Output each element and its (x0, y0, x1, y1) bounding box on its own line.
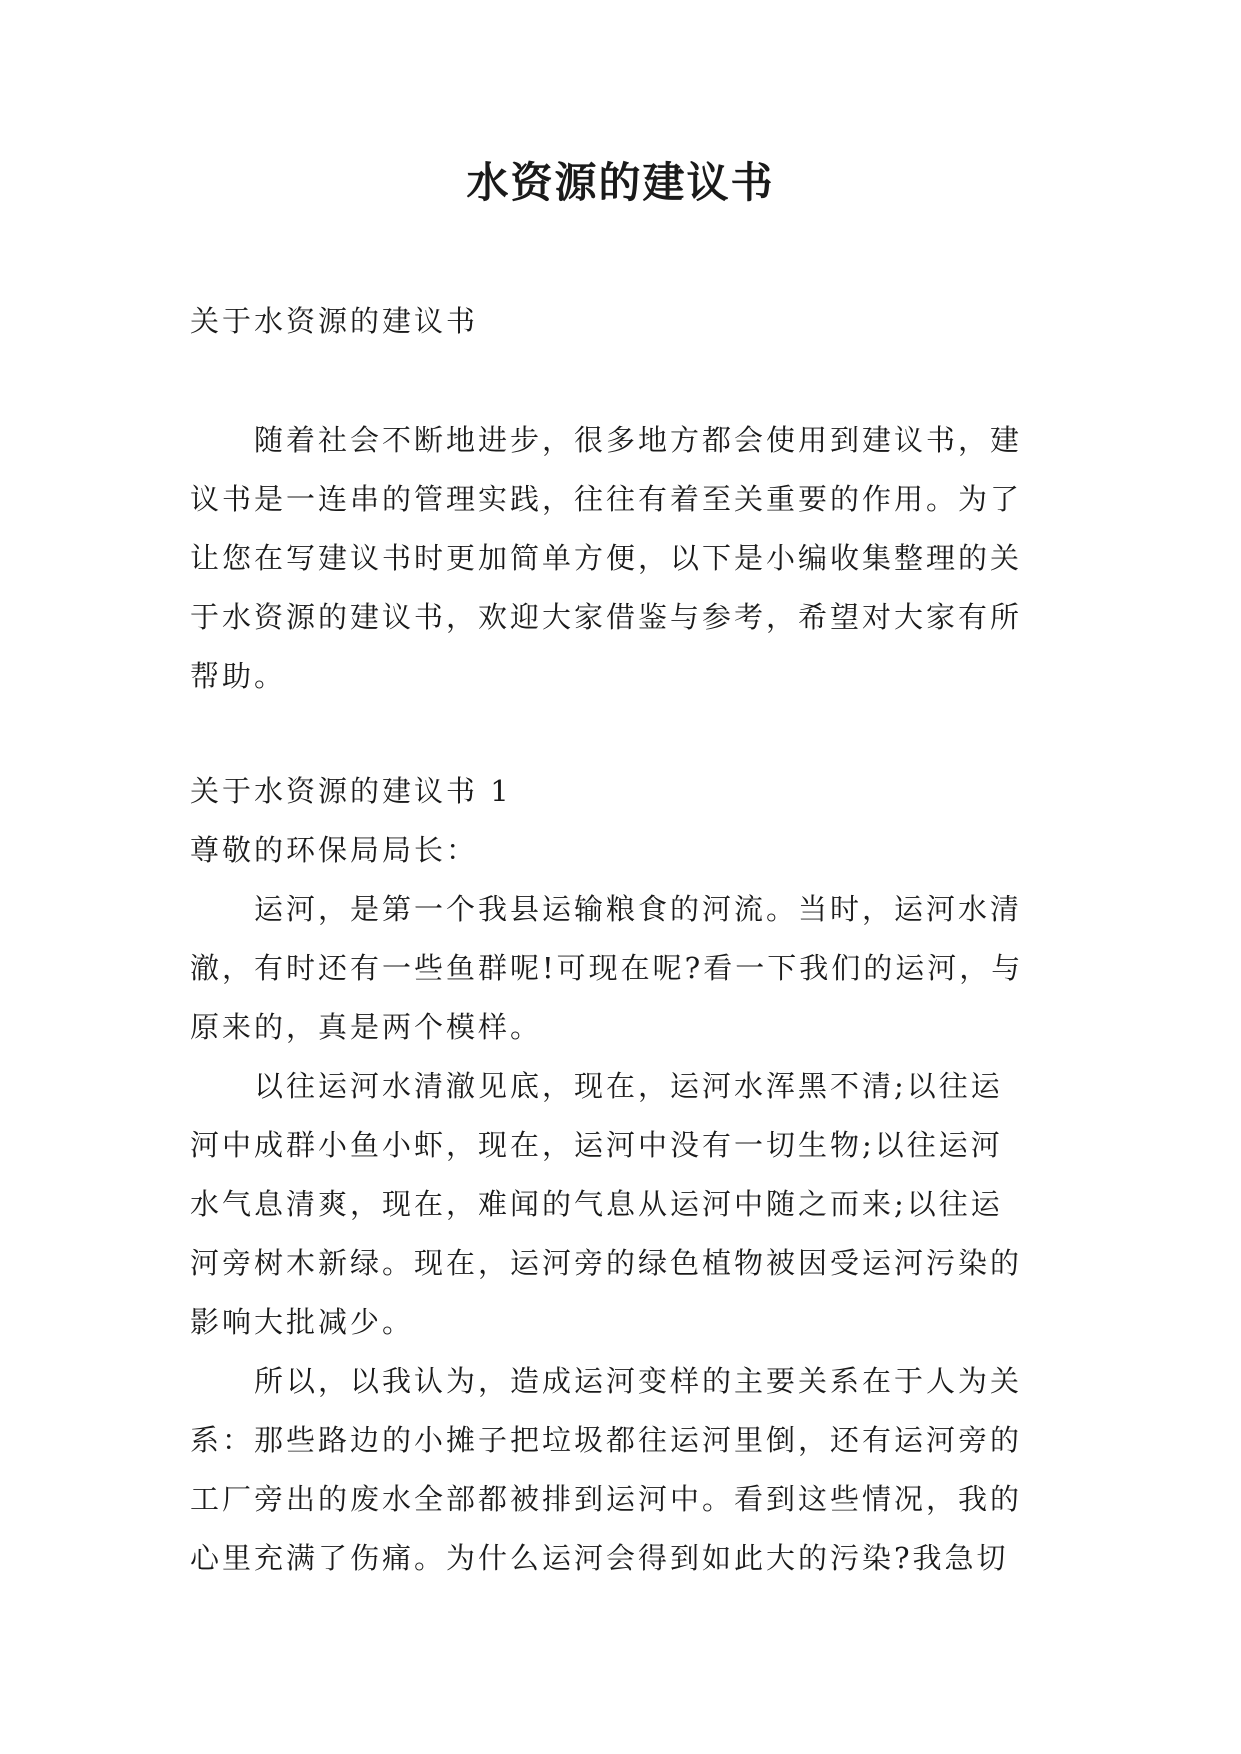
paragraph-line: 河中成群小鱼小虾，现在，运河中没有一切生物;以往运河 (190, 1128, 1003, 1162)
paragraph-line: 所以，以我认为，造成运河变样的主要关系在于人为关 (254, 1364, 1023, 1398)
paragraph-line: 以往运河水清澈见底，现在，运河水浑黑不清;以往运 (254, 1069, 1003, 1103)
paragraph-line: 影响大批减少。 (190, 1305, 415, 1339)
paragraph-line: 水气息清爽，现在，难闻的气息从运河中随之而来;以往运 (190, 1187, 1003, 1221)
document-subtitle: 关于水资源的建议书 (190, 304, 479, 338)
paragraph-line: 澈，有时还有一些鱼群呢!可现在呢?看一下我们的运河，与 (190, 951, 1024, 985)
intro-line: 让您在写建议书时更加简单方便，以下是小编收集整理的关 (190, 541, 1023, 575)
paragraph-line: 系：那些路边的小摊子把垃圾都往运河里倒，还有运河旁的 (190, 1423, 1023, 1457)
spacer (190, 706, 1058, 762)
paragraph-line: 心里充满了伤痛。为什么运河会得到如此大的污染?我急切 (190, 1541, 1009, 1575)
spacer (190, 351, 1058, 411)
paragraph-line: 河旁树木新绿。现在，运河旁的绿色植物被因受运河污染的 (190, 1246, 1023, 1280)
salutation: 尊敬的环保局局长： (190, 833, 479, 867)
document-title: 水资源的建议书 (466, 158, 775, 207)
intro-line: 帮助。 (190, 659, 287, 693)
paragraph-line: 原来的，真是两个模样。 (190, 1010, 543, 1044)
intro-line: 于水资源的建议书，欢迎大家借鉴与参考，希望对大家有所 (190, 600, 1023, 634)
paragraph-line: 运河，是第一个我县运输粮食的河流。当时，运河水清 (254, 892, 1023, 926)
document-body (190, 292, 1058, 1588)
intro-line: 议书是一连串的管理实践，往往有着至关重要的作用。为了 (190, 482, 1023, 516)
paragraph-line: 工厂旁出的废水全部都被排到运河中。看到这些情况，我的 (190, 1482, 1023, 1516)
intro-line: 随着社会不断地进步，很多地方都会使用到建议书，建 (254, 423, 1023, 457)
section-heading: 关于水资源的建议书 1 (190, 774, 512, 808)
